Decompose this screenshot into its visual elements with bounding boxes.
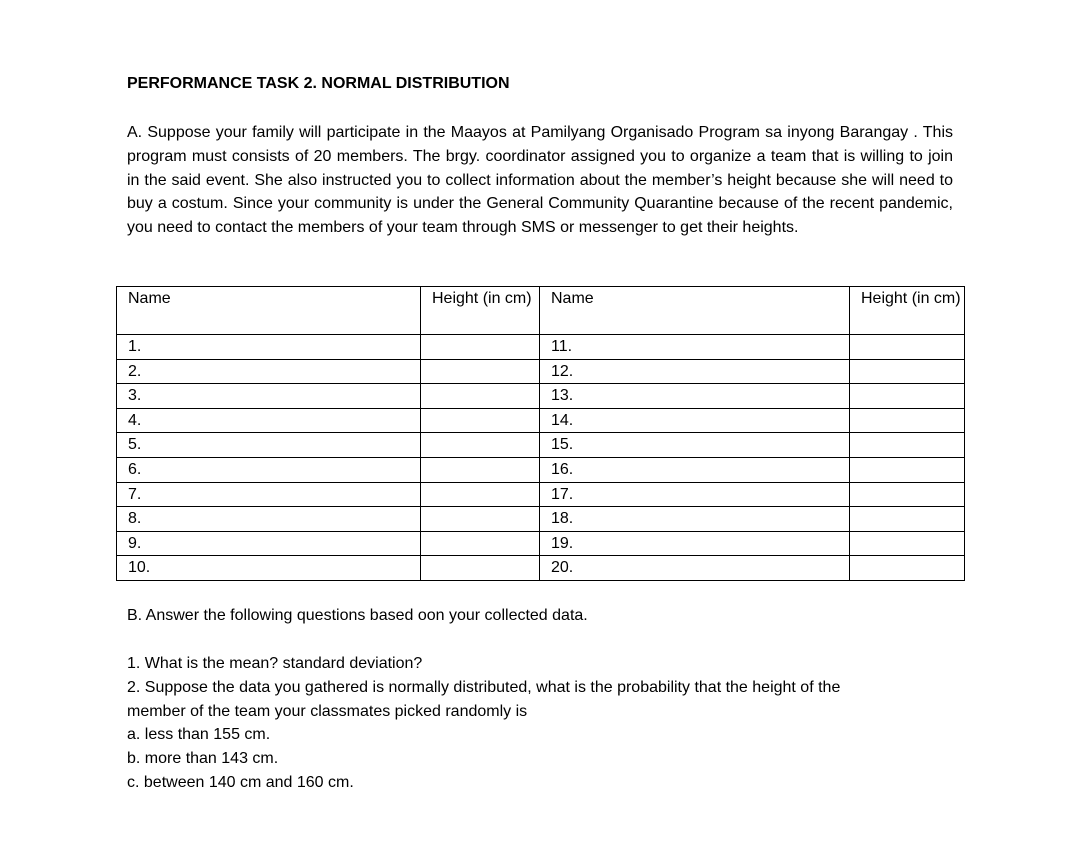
header-height-1: Height (in cm)	[421, 287, 540, 335]
table-row	[117, 531, 965, 556]
section-b-intro: B. Answer the following questions based oon your collected data.	[127, 607, 588, 624]
name-cell: 12.	[540, 359, 850, 384]
height-cell	[850, 507, 965, 532]
name-cell: 14.	[540, 408, 850, 433]
name-cell: 6.	[117, 457, 421, 482]
name-cell: 11.	[540, 335, 850, 360]
height-cell	[421, 531, 540, 556]
name-cell: 5.	[117, 433, 421, 458]
height-cell	[850, 384, 965, 409]
height-cell	[421, 359, 540, 384]
name-cell: 10.	[117, 556, 421, 581]
height-cell	[421, 457, 540, 482]
height-cell	[850, 457, 965, 482]
height-cell	[850, 531, 965, 556]
height-cell	[421, 556, 540, 581]
table-row	[117, 482, 965, 507]
height-cell	[850, 408, 965, 433]
name-cell: 9.	[117, 531, 421, 556]
table-row	[117, 408, 965, 433]
name-cell: 7.	[117, 482, 421, 507]
question-2-option-a: a. less than 155 cm.	[127, 726, 271, 744]
name-cell: 18.	[540, 507, 850, 532]
header-name-1: Name	[117, 287, 421, 335]
height-cell	[421, 408, 540, 433]
section-a-paragraph: A. Suppose your family will participate in the Maayos at Pamilyang Organisado Program sa inyong Barangay . This program must consists of 20 members. The brgy. coordinator assigned you to organize a team that is willing to join in the said event. She also instructed you to collect information about the member’s height because she will need to buy a costum. Since your community is under the General Community Quarantine because of the recent pandemic, you need to contact the members of your team through SMS or messenger to get their heights.	[127, 124, 953, 237]
table-row	[117, 507, 965, 532]
name-cell: 15.	[540, 433, 850, 458]
header-height-2: Height (in cm)	[850, 287, 965, 335]
name-cell: 17.	[540, 482, 850, 507]
height-cell	[421, 482, 540, 507]
heights-table	[116, 286, 965, 581]
table-row	[117, 457, 965, 482]
height-cell	[850, 335, 965, 360]
name-cell: 19.	[540, 531, 850, 556]
name-cell: 4.	[117, 408, 421, 433]
height-cell	[850, 359, 965, 384]
height-cell	[850, 556, 965, 581]
name-cell: 1.	[117, 335, 421, 360]
height-cell	[421, 335, 540, 360]
height-cell	[421, 384, 540, 409]
question-2-option-b: b. more than 143 cm.	[127, 750, 279, 768]
question-1: 1. What is the mean? standard deviation?	[127, 655, 423, 672]
question-2-option-c: c. between 140 cm and 160 cm.	[127, 773, 354, 791]
name-cell: 20.	[540, 556, 850, 581]
name-cell: 3.	[117, 384, 421, 409]
table-row	[117, 433, 965, 458]
question-2-line-2: member of the team your classmates picked randomly is	[127, 702, 528, 720]
table-row	[117, 384, 965, 409]
name-cell: 16.	[540, 457, 850, 482]
name-cell: 8.	[117, 507, 421, 532]
height-cell	[850, 433, 965, 458]
name-cell: 2.	[117, 359, 421, 384]
height-cell	[421, 507, 540, 532]
table-row	[117, 335, 965, 360]
page-title: PERFORMANCE TASK 2. NORMAL DISTRIBUTION	[127, 75, 510, 92]
header-name-2: Name	[540, 287, 850, 335]
name-cell: 13.	[540, 384, 850, 409]
height-cell	[850, 482, 965, 507]
questions-list	[127, 652, 953, 795]
height-cell	[421, 433, 540, 458]
table-row	[117, 556, 965, 581]
table-header-row	[117, 287, 965, 335]
question-2-line-1: 2. Suppose the data you gathered is normally distributed, what is the probability that the height of the	[127, 678, 841, 696]
table-row	[117, 359, 965, 384]
